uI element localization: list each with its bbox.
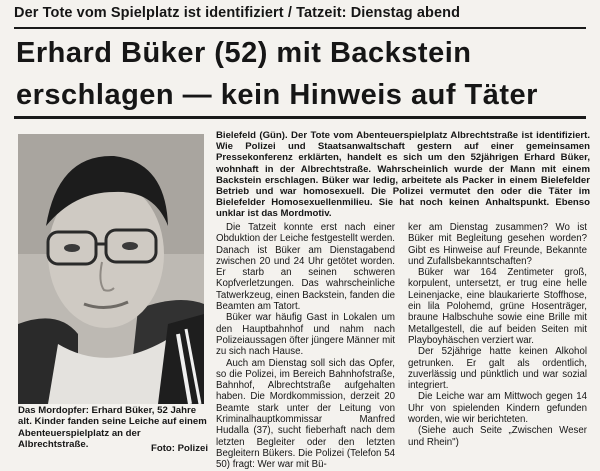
photo-caption: Das Mordopfer: Erhard Büker, 52 Jahre alt. Kinder fanden seine Leiche auf einem Abenteuerspielplatz an der Albrechtstraße. <box>18 405 207 451</box>
headline-line-1: Erhard Büker (52) mit Backstein <box>16 37 472 69</box>
headline-rule <box>14 116 586 119</box>
paragraph: ker am Dienstag zusammen? Wo ist Büker mit Begleitung gesehen worden? Gibt es Hinweise auf Freunde, Bekannte und Zufallsbekanntschaften? <box>408 222 587 267</box>
victim-photo <box>18 134 204 404</box>
paragraph: Büker war häufig Gast in Lokalen um den Hauptbahnhof und nahm nach Polizeiaussagen öfter jüngere Männer mit zu sich nach Hause. <box>216 312 395 358</box>
headline-line-2: erschlagen — kein Hinweis auf Täter <box>16 79 538 111</box>
paragraph: Büker war 164 Zentimeter groß, korpulent, untersetzt, er trug eine helle Leinenjacke, eine blaukarierte Stoffhose, ein lila Polohemd, grüne Hosenträger, braune Halbschuhe sowie eine Brille mit Metallgestell, die auf beiden Seiten mit Playboyhäschen verziert war. <box>408 267 587 346</box>
paragraph: Die Tatzeit konnte erst nach einer Obduktion der Leiche festgestellt werden. Danach ist Büker am Dienstagabend zwischen 20 und 24 Uhr getötet worden. Er starb an seinen schweren Kopfverletzungen. Das wahrscheinliche Tatwerkzeug, einen Backstein, fanden die Beamten am Tatort. <box>216 222 395 313</box>
article-column-1 <box>216 222 395 471</box>
newspaper-clipping <box>6 0 594 471</box>
photo-credit: Foto: Polizei <box>150 443 208 454</box>
paragraph: Auch am Dienstag soll sich das Opfer, so die Polizei, im Bereich Bahnhofstraße, Bahnhof, Albrechtstraße aufgehalten haben. Die Mordkommission, derzeit 20 Beamte stark unter der Leitung von Kriminalhauptkommissar Manfred Hudalla (37), sucht fieberhaft nach dem letzten Begleiter oder den letzten Begleitern Bükers. Die Polizei (Telefon 54 50) fragt: Wer war mit Bü- <box>216 357 395 471</box>
kicker-rule <box>14 27 586 29</box>
article-column-2 <box>408 222 587 448</box>
article-lead: Bielefeld (Gün). Der Tote vom Abenteuerspielplatz Albrechtstraße ist identifiziert. Wie Polizei und Staatsanwaltschaft gestern auf einer gemeinsamen Pressekonferenz erklärten, handelt es sich um den 52jährigen Erhard Büker, wohnhaft in der Albrechtstraße. Wahrscheinlich wurde der Mann mit einem Backstein erschlagen. Büker war ledig, arbeitete als Packer in einem Bielefelder Betrieb und war homosexuell. Die Polizei vermutet den oder die Täter im Bielefelder Homosexuellenmilieu. Sie hat noch keinen Anhaltspunkt. Ebenso unklar ist das Mordmotiv. <box>216 130 590 220</box>
paragraph: Die Leiche war am Mittwoch gegen 14 Uhr von spielenden Kindern gefunden worden, wie wir berichteten. <box>408 391 587 426</box>
paragraph: Der 52jährige hatte keinen Alkohol getrunken. Er galt als ordentlich, zuverlässig und pünktlich und war sozial integriert. <box>408 346 587 392</box>
article-kicker: Der Tote vom Spielplatz ist identifiziert / Tatzeit: Dienstag abend <box>14 5 461 21</box>
paragraph: (Siehe auch Seite „Zwischen Weser und Rhein") <box>408 425 587 448</box>
